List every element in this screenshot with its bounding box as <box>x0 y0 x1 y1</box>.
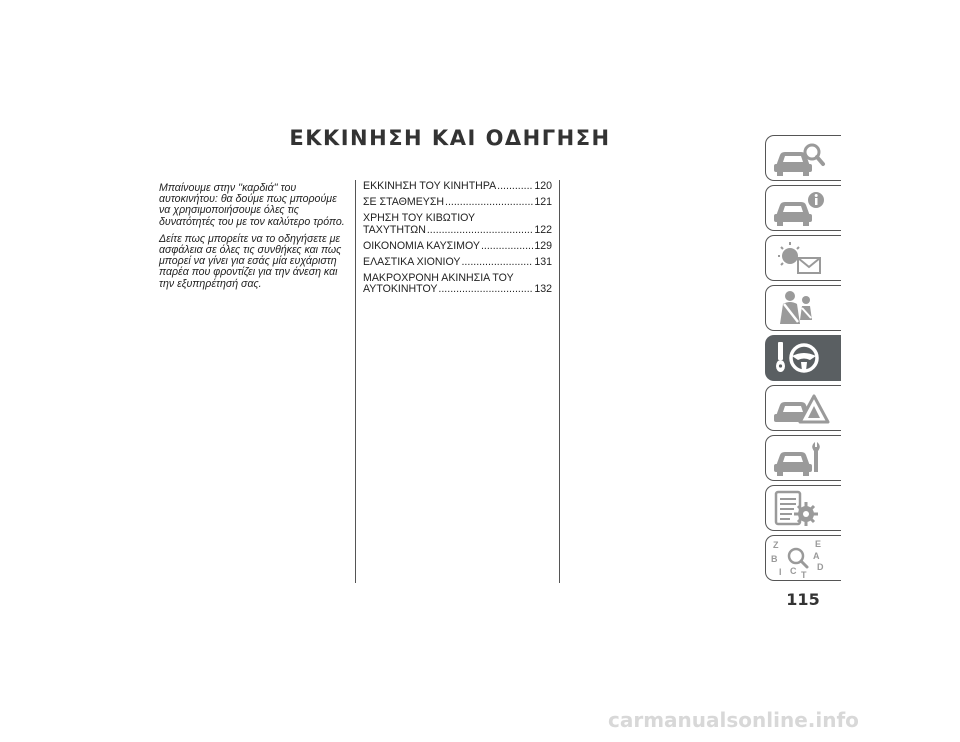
toc-entry-title: ΟΙΚΟΝΟΜΙΑ ΚΑΥΣΙΜΟΥ <box>363 239 480 252</box>
column-divider <box>355 180 356 583</box>
car-warning-triangle-icon <box>766 386 841 430</box>
index-letter: Z <box>773 540 779 550</box>
toc-entry-title: ΕΛΑΣΤΙΚΑ ΧΙΟΝΙΟΥ <box>363 256 461 269</box>
car-wrench-icon <box>766 436 841 480</box>
page-number: 115 <box>786 590 820 609</box>
table-of-contents <box>363 181 552 301</box>
toc-entry-title: ΧΡΗΣΗ ΤΟΥ ΚΙΒΩΤΙΟΥ <box>363 212 476 225</box>
toc-entry-title: ΑΥΤΟΚΙΝΗΤΟΥ <box>363 283 438 296</box>
toc-leader <box>461 257 533 268</box>
toc-leader <box>427 225 533 236</box>
toc-entry-title: ΣΕ ΣΤΑΘΜΕΥΣΗ <box>363 196 445 209</box>
toc-leader <box>481 241 533 252</box>
chapter-tab-starting-driving[interactable] <box>765 335 841 381</box>
chapter-tab-warning-lights[interactable] <box>765 235 841 281</box>
intro-text <box>159 183 349 296</box>
toc-page-number: 132 <box>534 283 552 296</box>
index-letter: I <box>779 567 782 577</box>
toc-entry-title: ΜΑΚΡΟΧΡΟΝΗ ΑΚΙΝΗΣΙΑ ΤΟΥ <box>363 272 514 285</box>
toc-entry[interactable] <box>363 197 552 208</box>
chapter-tab-emergency[interactable] <box>765 385 841 431</box>
toc-entry-title: ΕΚΚΙΝΗΣΗ ΤΟΥ ΚΙΝΗΤΗΡΑ <box>363 180 497 192</box>
warning-light-message-icon <box>766 236 841 280</box>
toc-entry[interactable] <box>363 257 552 268</box>
intro-paragraph: Δείτε πως μπορείτε να το οδηγήσετε με ασφάλεια σε όλες τις συνθήκες και πως μπορεί να γίνει για εσάς μία ευχάριστη παρέα που φροντίζει για την άνεση και την εξυπηρέτησή σας. <box>159 232 342 290</box>
toc-leader <box>497 181 533 192</box>
seatbelt-safety-icon <box>766 286 841 330</box>
toc-page-number: 122 <box>534 223 552 236</box>
toc-entry-title: ΤΑΧΥΤΗΤΩΝ <box>363 223 426 236</box>
toc-leader <box>445 197 533 208</box>
toc-entry[interactable] <box>363 181 552 192</box>
chapter-tab-car-search[interactable] <box>765 135 841 181</box>
toc-page-number: 121 <box>534 196 552 209</box>
watermark-text: carmanualsonline.info <box>608 708 859 732</box>
chapter-tab-maintenance[interactable] <box>765 435 841 481</box>
key-steering-wheel-icon <box>766 336 841 380</box>
toc-entry[interactable] <box>363 273 552 295</box>
alphabetical-index-icon <box>766 536 841 580</box>
index-letter: D <box>817 562 824 572</box>
car-info-icon <box>766 186 841 230</box>
index-letter: B <box>771 554 778 564</box>
index-letter: E <box>815 539 822 549</box>
toc-page-number: 129 <box>534 239 552 252</box>
car-search-icon <box>766 136 841 180</box>
toc-leader <box>438 284 533 295</box>
column-divider <box>559 180 560 583</box>
chapter-tab-specifications[interactable] <box>765 485 841 531</box>
chapter-tab-car-info[interactable] <box>765 185 841 231</box>
toc-page-number: 131 <box>534 256 552 269</box>
index-letter: T <box>801 570 807 580</box>
index-letter: A <box>813 551 820 561</box>
specifications-gear-icon <box>766 486 841 530</box>
chapter-tab-safety[interactable] <box>765 285 841 331</box>
intro-paragraph: Μπαίνουμε στην ''καρδιά'' του αυτοκινήτου: θα δούμε πως μπορούμε να χρησιμοποιήσουμε όλες τις δυνατότητές του με τον καλύτερο τρόπο. <box>159 182 345 228</box>
section-title: ΕΚΚΙΝΗΣΗ ΚΑΙ ΟΔΗΓΗΣΗ <box>289 126 611 150</box>
toc-page-number: 120 <box>534 180 552 192</box>
toc-entry[interactable] <box>363 213 552 235</box>
chapter-tab-index[interactable] <box>765 535 841 581</box>
toc-entry[interactable] <box>363 241 552 252</box>
index-letter: C <box>790 566 797 576</box>
